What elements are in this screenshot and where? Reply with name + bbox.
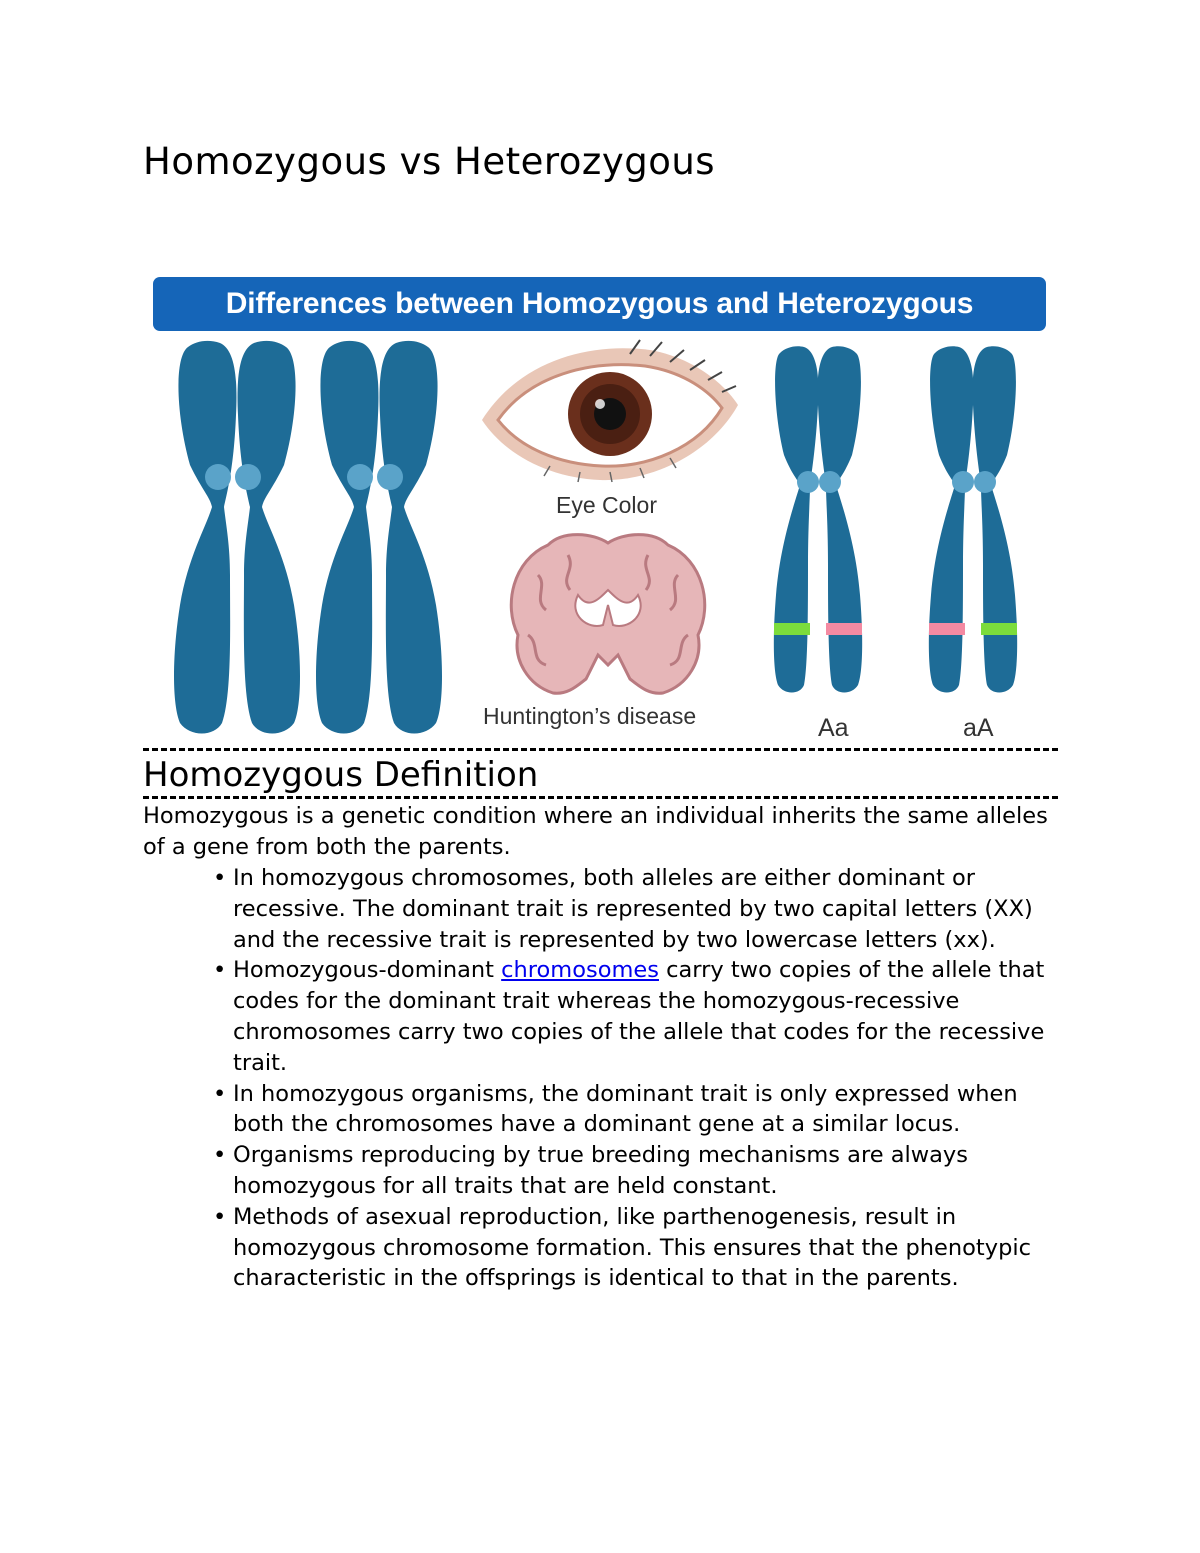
heterozygous-chromosome-aa-right — [929, 346, 1017, 692]
list-item-text: In homozygous chromosomes, both alleles are either dominant or recessive. The dominant trait is represented by two capital letters (XX) and the recessive trait is represented by two lowercase letters (xx). — [233, 865, 1033, 953]
homozygous-chromosome-2 — [316, 341, 442, 734]
list-item — [143, 863, 1058, 955]
section-divider-bottom — [143, 796, 1058, 799]
brain-icon — [511, 535, 705, 694]
list-item — [143, 1140, 1058, 1202]
huntingtons-label: Huntington’s disease — [483, 703, 697, 729]
homozygous-chromosome-1 — [174, 341, 300, 734]
comparison-figure — [150, 275, 1050, 745]
list-item-text: Methods of asexual reproduction, like parthenogenesis, result in homozygous chromosome formation. This ensures that the phenotypic characteristic in the offsprings is identical to that in the parents. — [233, 1203, 1031, 1292]
bullet-icon: • — [213, 1080, 227, 1107]
chromosomes-link[interactable]: chromosomes — [501, 957, 659, 984]
bullet-icon: • — [213, 1203, 227, 1230]
eye-color-label: Eye Color — [556, 492, 657, 518]
bullet-icon: • — [213, 957, 227, 984]
section-divider-top — [143, 748, 1058, 751]
list-item — [143, 1202, 1058, 1294]
list-item — [143, 1079, 1058, 1141]
list-item — [143, 955, 1058, 1078]
eye-icon — [482, 340, 738, 482]
intro-paragraph: Homozygous is a genetic condition where an individual inherits the same alleles of a gene from both the parents. — [143, 803, 1048, 860]
bullet-icon: • — [213, 1142, 227, 1169]
document-title: Homozygous vs Heterozygous — [143, 140, 716, 183]
list-item-text: Homozygous-dominant — [233, 957, 502, 984]
list-item-text: carry two copies of the allele that codes for the dominant trait whereas the homozygous-recessive chromosomes carry two copies of the allele that codes for the recessive trait. — [233, 957, 1045, 1076]
genotype-label-aa: Aa — [818, 714, 849, 742]
bullet-icon: • — [213, 865, 227, 891]
genotype-label-aa-reversed: aA — [963, 714, 994, 742]
list-item-text: Organisms reproducing by true breeding mechanisms are always homozygous for all traits that are held constant. — [233, 1142, 968, 1199]
bullet-list — [143, 863, 1058, 1294]
heterozygous-chromosome-aa-left — [774, 346, 862, 692]
list-item-text: In homozygous organisms, the dominant trait is only expressed when both the chromosomes have a dominant gene at a similar locus. — [233, 1080, 1018, 1138]
section-heading: Homozygous Definition — [143, 755, 539, 795]
figure-banner: Differences between Homozygous and Heterozygous — [153, 277, 1046, 331]
